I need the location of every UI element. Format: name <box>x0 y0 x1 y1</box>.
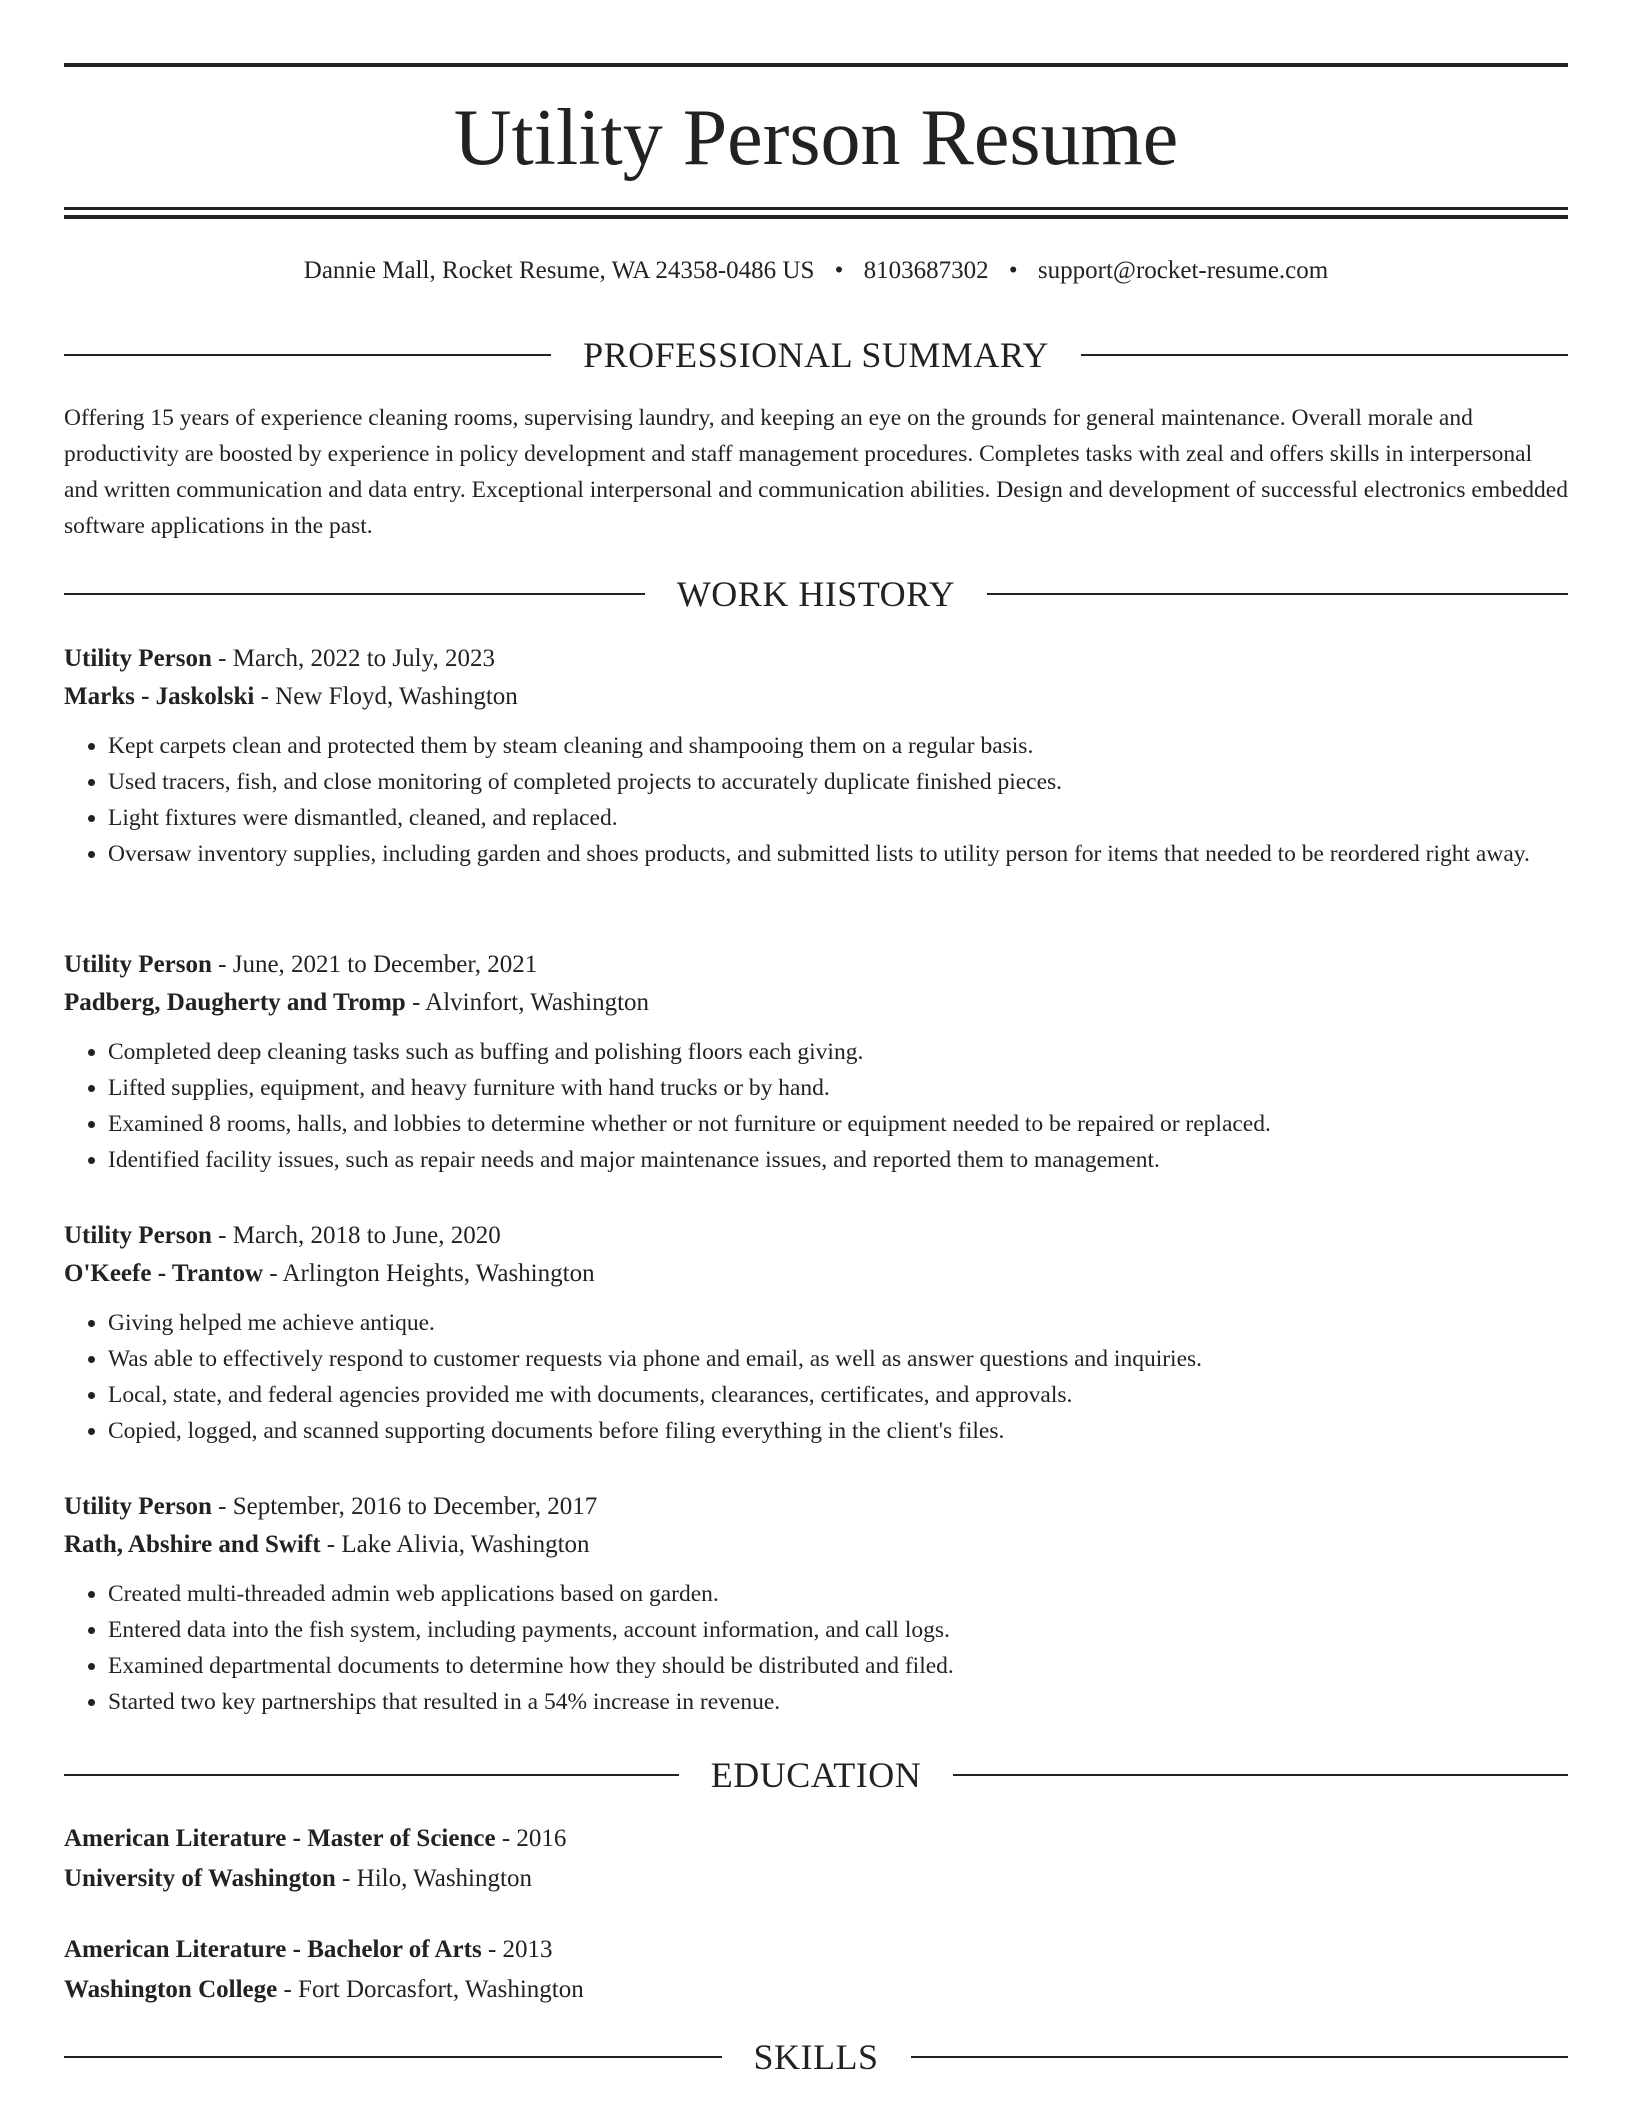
job-dates: - September, 2016 to December, 2017 <box>211 1493 598 1520</box>
list-item: • Oversaw inventory supplies, including garden and shoes products, and submitted lists to utility person for items that needed to be reordered right away. <box>108 836 1568 872</box>
list-item: • Was able to effectively respond to customer requests via phone and email, as well as answer questions and inquiries. <box>108 1341 1568 1377</box>
job-company: O'Keefe - Trantow <box>64 1260 264 1287</box>
contact-separator: • <box>834 257 844 284</box>
job-location: - Lake Alivia, Washington <box>320 1531 590 1558</box>
heading-rule <box>1081 354 1568 356</box>
degree-line <box>64 1930 1568 1970</box>
job-location: - Alvinfort, Washington <box>405 989 650 1016</box>
degree-year: - 2016 <box>495 1825 567 1852</box>
heading-rule <box>911 2056 1569 2058</box>
job-entry <box>64 946 1568 1178</box>
job-company: Marks - Jaskolski <box>64 683 255 710</box>
degree-year: - 2013 <box>481 1936 553 1963</box>
list-item: • Started two key partnerships that resulted in a 54% increase in revenue. <box>108 1684 1568 1720</box>
job-bullets <box>64 728 1568 872</box>
section-heading-work <box>64 572 1568 616</box>
job-entry <box>64 640 1568 872</box>
school-line <box>64 1970 1568 2010</box>
heading-rule <box>953 1774 1568 1776</box>
job-title-line <box>64 1488 1568 1526</box>
heading-rule <box>64 354 551 356</box>
job-dates: - March, 2022 to July, 2023 <box>211 645 495 672</box>
job-company: Rath, Abshire and Swift <box>64 1531 321 1558</box>
heading-rule <box>64 1774 679 1776</box>
heading-rule <box>64 593 645 595</box>
list-item: • Created multi-threaded admin web applications based on garden. <box>108 1576 1568 1612</box>
school: University of Washington <box>64 1865 336 1892</box>
degree-line <box>64 1819 1568 1859</box>
job-entry <box>64 1217 1568 1449</box>
list-item: • Kept carpets clean and protected them by steam cleaning and shampooing them on a regular basis. <box>108 728 1568 764</box>
job-entry <box>64 1488 1568 1720</box>
job-title: Utility Person <box>64 1222 212 1249</box>
summary-text: Offering 15 years of experience cleaning rooms, supervising laundry, and keeping an eye on the grounds for general maintenance. Overall morale and productivity are boosted by experience in policy development and staff management procedures. Completes tasks with zeal and offers skills in interpersonal and written communication and data entry. Exceptional interpersonal and communication abilities. Design and development of successful electronics embedded software applications in the past. <box>64 405 1568 539</box>
list-item: • Entered data into the fish system, including payments, account information, and call logs. <box>108 1612 1568 1648</box>
list-item: • Lifted supplies, equipment, and heavy furniture with hand trucks or by hand. <box>108 1070 1568 1106</box>
job-company-line <box>64 984 1568 1022</box>
list-item: • Identified facility issues, such as repair needs and major maintenance issues, and reported them to management. <box>108 1142 1568 1178</box>
job-title-line <box>64 1217 1568 1255</box>
list-item: • Completed deep cleaning tasks such as buffing and polishing floors each giving. <box>108 1034 1568 1070</box>
school-location: - Fort Dorcasfort, Washington <box>277 1976 584 2003</box>
contact-phone: 8103687302 <box>863 257 989 284</box>
job-dates: - June, 2021 to December, 2021 <box>211 951 538 978</box>
job-title-line <box>64 640 1568 678</box>
school: Washington College <box>64 1976 278 2003</box>
section-heading-summary <box>64 333 1568 377</box>
section-title: SKILLS <box>753 2037 879 2077</box>
top-rule <box>64 63 1568 67</box>
job-bullets <box>64 1034 1568 1178</box>
contact-email: support@rocket-resume.com <box>1037 257 1329 284</box>
list-item: • Used tracers, fish, and close monitoring of completed projects to accurately duplicate finished pieces. <box>108 764 1568 800</box>
job-company-line <box>64 1255 1568 1293</box>
section-title: WORK HISTORY <box>676 574 956 614</box>
job-bullets <box>64 1576 1568 1720</box>
job-location: - New Floyd, Washington <box>254 683 518 710</box>
heading-rule <box>64 2056 722 2058</box>
resume-title: Utility Person Resume <box>453 94 1179 182</box>
contact-separator: • <box>1008 257 1018 284</box>
degree: American Literature - Master of Science <box>64 1825 496 1852</box>
school-location: - Hilo, Washington <box>335 1865 532 1892</box>
education-entry <box>64 1930 1568 2010</box>
list-item: • Copied, logged, and scanned supporting documents before filing everything in the client's files. <box>108 1413 1568 1449</box>
list-item: • Examined departmental documents to determine how they should be distributed and filed. <box>108 1648 1568 1684</box>
job-title: Utility Person <box>64 645 212 672</box>
contact-line <box>64 254 1568 288</box>
job-company-line <box>64 1526 1568 1564</box>
job-title: Utility Person <box>64 951 212 978</box>
job-location: - Arlington Heights, Washington <box>263 1260 595 1287</box>
job-dates: - March, 2018 to June, 2020 <box>211 1222 501 1249</box>
section-heading-skills <box>64 2035 1568 2079</box>
section-heading-education <box>64 1753 1568 1797</box>
list-item: • Local, state, and federal agencies provided me with documents, clearances, certificates, and approvals. <box>108 1377 1568 1413</box>
education-entry <box>64 1819 1568 1899</box>
list-item: • Light fixtures were dismantled, cleaned, and replaced. <box>108 800 1568 836</box>
degree: American Literature - Bachelor of Arts <box>64 1936 482 1963</box>
school-line <box>64 1859 1568 1899</box>
list-item: • Examined 8 rooms, halls, and lobbies to determine whether or not furniture or equipment needed to be repaired or replaced. <box>108 1106 1568 1142</box>
job-bullets <box>64 1305 1568 1449</box>
list-item: • Giving helped me achieve antique. <box>108 1305 1568 1341</box>
job-company: Padberg, Daugherty and Tromp <box>64 989 406 1016</box>
contact-address: Dannie Mall, Rocket Resume, WA 24358-0486 US <box>303 257 815 284</box>
job-title-line <box>64 946 1568 984</box>
heading-rule <box>987 593 1568 595</box>
section-title: EDUCATION <box>710 1755 922 1795</box>
job-company-line <box>64 678 1568 716</box>
title-double-rule <box>64 207 1568 219</box>
job-title: Utility Person <box>64 1493 212 1520</box>
section-title: PROFESSIONAL SUMMARY <box>583 335 1049 375</box>
